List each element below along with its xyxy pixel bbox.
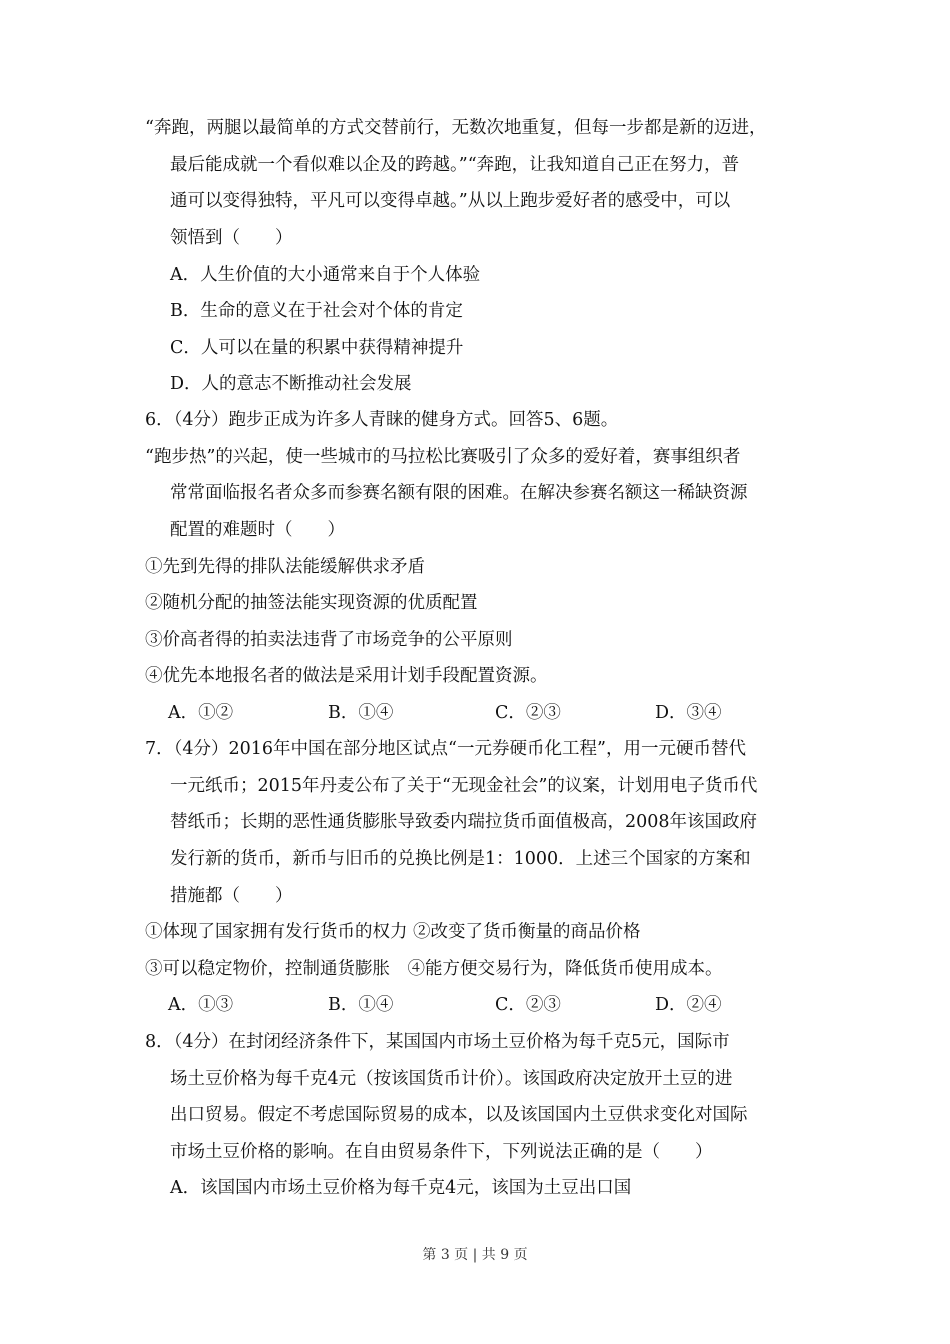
q7-option-b: B．①④ — [328, 995, 394, 1015]
q7-stem-line: 一元纸币；2015年丹麦公布了关于“无现金社会”的议案，计划用电子货币代 — [170, 776, 758, 796]
q7-stem-line: 措施都（ ） — [170, 886, 293, 906]
q8-stem-line: 8．（4分）在封闭经济条件下，某国国内市场土豆价格为每千克5元，国际市 — [145, 1032, 730, 1052]
q8-stem-line: 出口贸易。假定不考虑国际贸易的成本，以及该国国内土豆供求变化对国际 — [170, 1105, 748, 1125]
q7-stem-line: 替纸币；长期的恶性通货膨胀导致委内瑞拉货币面值极高，2008年该国政府 — [170, 812, 758, 832]
q6-option-b: B．①④ — [328, 703, 394, 723]
q7-statements-3-4: ③可以稳定物价，控制通货膨胀 ④能方便交易行为，降低货币使用成本。 — [145, 959, 723, 979]
q5-option-b: B．生命的意义在于社会对个体的肯定 — [170, 301, 463, 321]
q6-option-a: A．①② — [168, 703, 234, 723]
q6-stem-line: 配置的难题时（ ） — [170, 520, 345, 540]
q7-stem-line: 7．（4分）2016年中国在部分地区试点“一元券硬币化工程”，用一元硬币替代 — [145, 739, 746, 759]
q6-stem-line: 常常面临报名者众多而参赛名额有限的困难。在解决参赛名额这一稀缺资源 — [170, 483, 748, 503]
q7-option-d: D．②④ — [655, 995, 722, 1015]
q7-statements-1-2: ①体现了国家拥有发行货币的权力 ②改变了货币衡量的商品价格 — [145, 922, 641, 942]
q5-stem-line: “奔跑，两腿以最简单的方式交替前行，无数次地重复，但每一步都是新的迈进， — [145, 118, 767, 138]
q6-option-d: D．③④ — [655, 703, 722, 723]
q6-statement-4: ④优先本地报名者的做法是采用计划手段配置资源。 — [145, 666, 548, 686]
q5-option-c: C．人可以在量的积累中获得精神提升 — [170, 338, 464, 358]
q6-statement-2: ②随机分配的抽签法能实现资源的优质配置 — [145, 593, 478, 613]
q6-statement-1: ①先到先得的排队法能缓解供求矛盾 — [145, 557, 425, 577]
q7-option-c: C．②③ — [495, 995, 561, 1015]
q5-stem-line: 通可以变得独特，平凡可以变得卓越。”从以上跑步爱好者的感受中，可以 — [170, 191, 731, 211]
q5-option-a: A．人生价值的大小通常来自于个人体验 — [170, 265, 481, 285]
q7-option-a: A．①③ — [168, 995, 234, 1015]
q5-stem-line: 最后能成就一个看似难以企及的跨越。”“奔跑，让我知道自己正在努力，普 — [170, 155, 740, 175]
q8-option-a: A．该国国内市场土豆价格为每千克4元，该国为土豆出口国 — [170, 1178, 632, 1198]
q8-stem-line: 场土豆价格为每千克4元（按该国货币计价）。该国政府决定放开土豆的进 — [170, 1069, 733, 1089]
q6-option-c: C．②③ — [495, 703, 561, 723]
q5-stem-line: 领悟到（ ） — [170, 228, 293, 248]
q5-option-d: D．人的意志不断推动社会发展 — [170, 374, 412, 394]
q8-stem-line: 市场土豆价格的影响。在自由贸易条件下，下列说法正确的是（ ） — [170, 1142, 713, 1162]
q7-stem-line: 发行新的货币，新币与旧币的兑换比例是1：1000．上述三个国家的方案和 — [170, 849, 751, 869]
q6-header: 6．（4分）跑步正成为许多人青睐的健身方式。回答5、6题。 — [145, 410, 619, 430]
q6-statement-3: ③价高者得的拍卖法违背了市场竞争的公平原则 — [145, 630, 513, 650]
q6-stem-line: “跑步热”的兴起，使一些城市的马拉松比赛吸引了众多的爱好着，赛事组织者 — [145, 447, 741, 467]
page-number-footer: 第 3 页 | 共 9 页 — [422, 1247, 528, 1263]
